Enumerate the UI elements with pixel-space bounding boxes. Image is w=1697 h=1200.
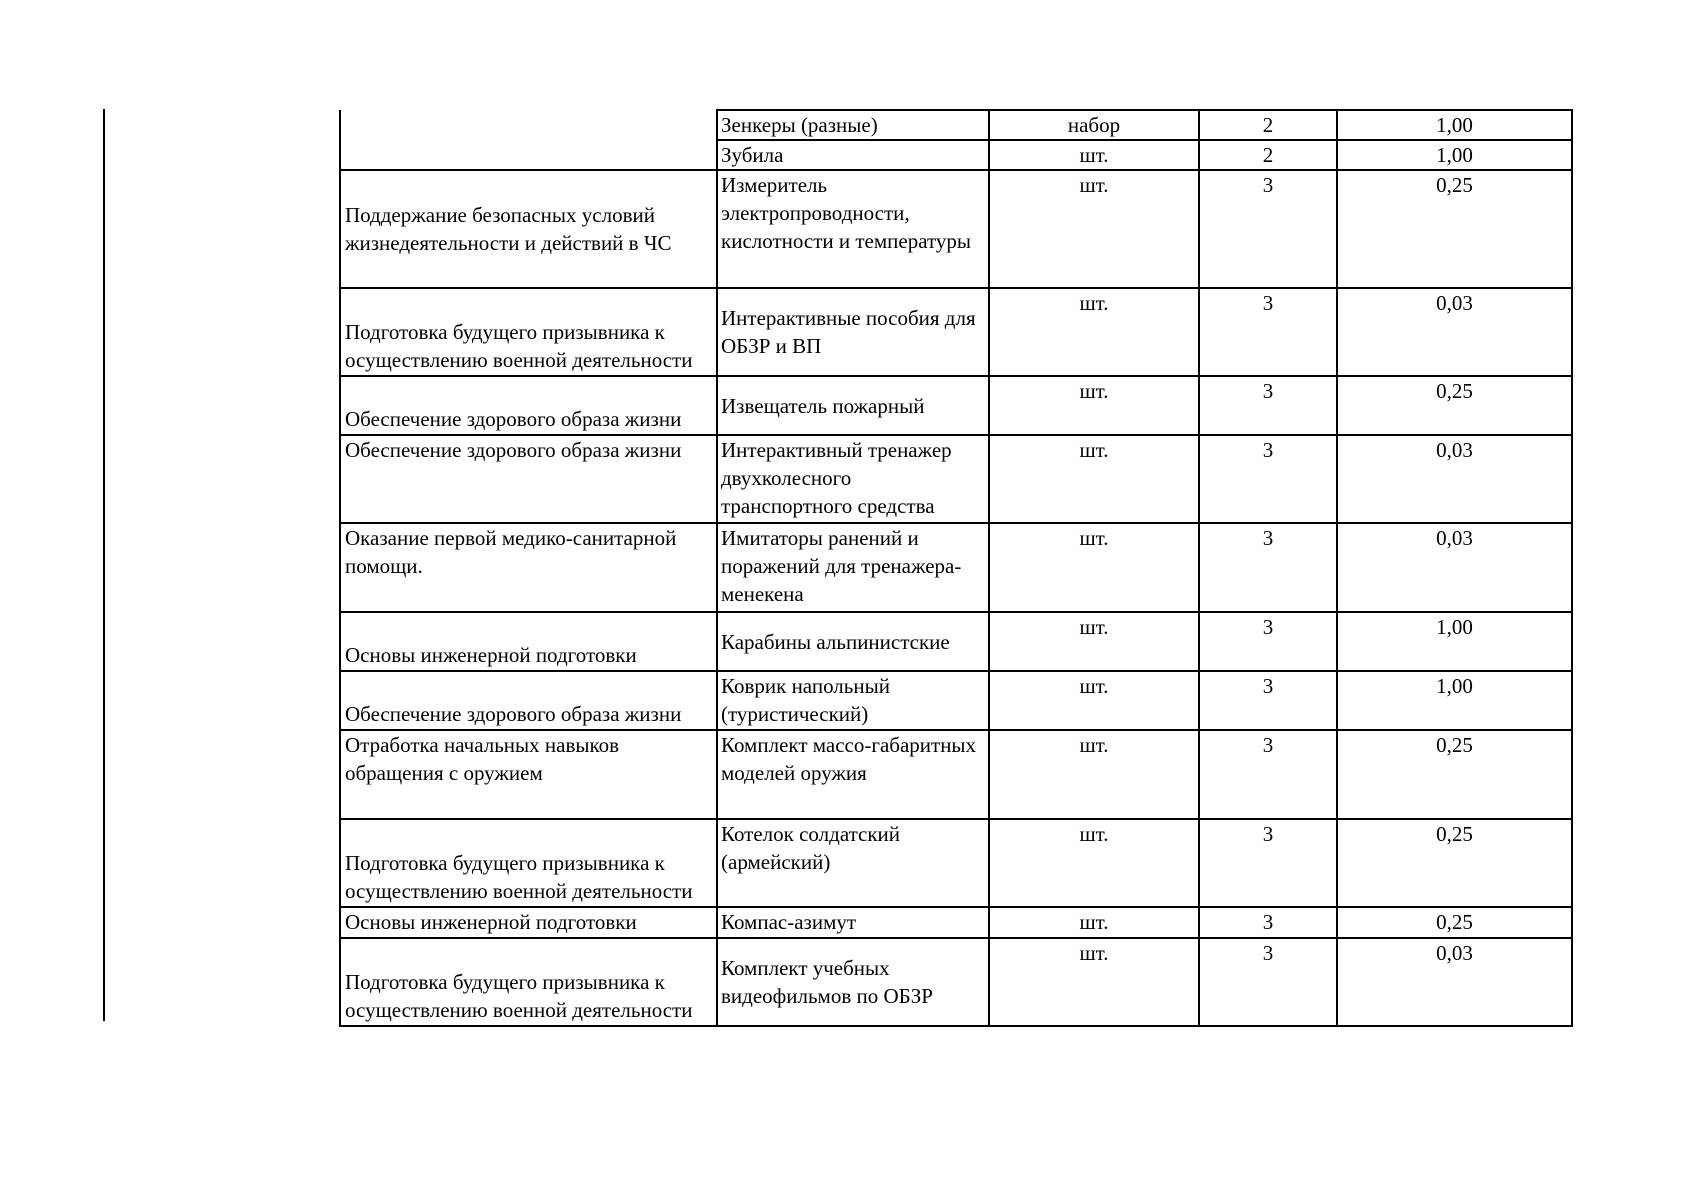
unit-cell: шт. — [989, 730, 1199, 819]
qty-cell: 3 — [1199, 523, 1337, 612]
section-cell: Оказание первой медико-санитарной помощи. — [340, 523, 717, 612]
qty-cell: 3 — [1199, 612, 1337, 671]
unit-cell: шт. — [989, 435, 1199, 523]
unit-cell: шт. — [989, 288, 1199, 376]
coef-cell: 0,25 — [1337, 907, 1572, 938]
qty-cell: 3 — [1199, 170, 1337, 288]
item-cell: Извещатель пожарный — [717, 376, 989, 435]
coef-cell: 1,00 — [1337, 671, 1572, 730]
table-row — [340, 730, 1572, 819]
item-cell: Комплект учебных видеофильмов по ОБЗР — [717, 938, 989, 1026]
table-row — [340, 170, 1572, 288]
qty-cell: 3 — [1199, 435, 1337, 523]
coef-cell: 1,00 — [1337, 612, 1572, 671]
coef-cell: 1,00 — [1337, 110, 1572, 140]
table-row — [340, 110, 1572, 140]
qty-cell: 2 — [1199, 110, 1337, 140]
section-cell: Обеспечение здорового образа жизни — [340, 376, 717, 435]
section-cell: Поддержание безопасных условий жизнедеятельности и действий в ЧС — [340, 170, 717, 288]
item-cell: Интерактивные пособия для ОБЗР и ВП — [717, 288, 989, 376]
unit-cell: шт. — [989, 140, 1199, 170]
section-cell: Отработка начальных навыков обращения с оружием — [340, 730, 717, 819]
table-row — [340, 288, 1572, 376]
qty-cell: 3 — [1199, 938, 1337, 1026]
unit-cell: шт. — [989, 671, 1199, 730]
table-row — [340, 671, 1572, 730]
section-cell: Обеспечение здорового образа жизни — [340, 435, 717, 523]
unit-cell: шт. — [989, 523, 1199, 612]
section-cell — [340, 110, 717, 170]
table-row — [340, 523, 1572, 612]
coef-cell: 0,03 — [1337, 938, 1572, 1026]
unit-cell: шт. — [989, 819, 1199, 907]
item-cell: Котелок солдатский (армейский) — [717, 819, 989, 907]
item-cell: Интерактивный тренажер двухколесного транспортного средства — [717, 435, 989, 523]
coef-cell: 0,25 — [1337, 170, 1572, 288]
item-cell: Коврик напольный (туристический) — [717, 671, 989, 730]
qty-cell: 3 — [1199, 376, 1337, 435]
coef-cell: 0,03 — [1337, 523, 1572, 612]
item-cell: Комплект массо-габаритных моделей оружия — [717, 730, 989, 819]
qty-cell: 3 — [1199, 288, 1337, 376]
section-cell: Подготовка будущего призывника к осуществлению военной деятельности — [340, 938, 717, 1026]
unit-cell: шт. — [989, 376, 1199, 435]
qty-cell: 3 — [1199, 819, 1337, 907]
section-cell: Основы инженерной подготовки — [340, 907, 717, 938]
coef-cell: 0,25 — [1337, 376, 1572, 435]
qty-cell: 2 — [1199, 140, 1337, 170]
table-row — [340, 376, 1572, 435]
equipment-table — [339, 109, 1573, 1027]
unit-cell: шт. — [989, 612, 1199, 671]
coef-cell: 0,25 — [1337, 730, 1572, 819]
coef-cell: 0,03 — [1337, 288, 1572, 376]
item-cell: Имитаторы ранений и поражений для тренажера-менекена — [717, 523, 989, 612]
unit-cell: набор — [989, 110, 1199, 140]
table-row — [340, 819, 1572, 907]
section-cell: Основы инженерной подготовки — [340, 612, 717, 671]
table-row — [340, 612, 1572, 671]
item-cell: Карабины альпинистские — [717, 612, 989, 671]
qty-cell: 3 — [1199, 730, 1337, 819]
page-left-rule — [103, 109, 105, 1021]
table-row — [340, 938, 1572, 1026]
unit-cell: шт. — [989, 938, 1199, 1026]
section-cell: Подготовка будущего призывника к осуществлению военной деятельности — [340, 288, 717, 376]
coef-cell: 0,03 — [1337, 435, 1572, 523]
coef-cell: 1,00 — [1337, 140, 1572, 170]
coef-cell: 0,25 — [1337, 819, 1572, 907]
table-row — [340, 907, 1572, 938]
item-cell: Зенкеры (разные) — [717, 110, 989, 140]
unit-cell: шт. — [989, 170, 1199, 288]
item-cell: Компас-азимут — [717, 907, 989, 938]
section-cell: Подготовка будущего призывника к осуществлению военной деятельности — [340, 819, 717, 907]
qty-cell: 3 — [1199, 907, 1337, 938]
section-cell: Обеспечение здорового образа жизни — [340, 671, 717, 730]
qty-cell: 3 — [1199, 671, 1337, 730]
unit-cell: шт. — [989, 907, 1199, 938]
table-row — [340, 435, 1572, 523]
item-cell: Зубила — [717, 140, 989, 170]
item-cell: Измеритель электропроводности, кислотности и температуры — [717, 170, 989, 288]
